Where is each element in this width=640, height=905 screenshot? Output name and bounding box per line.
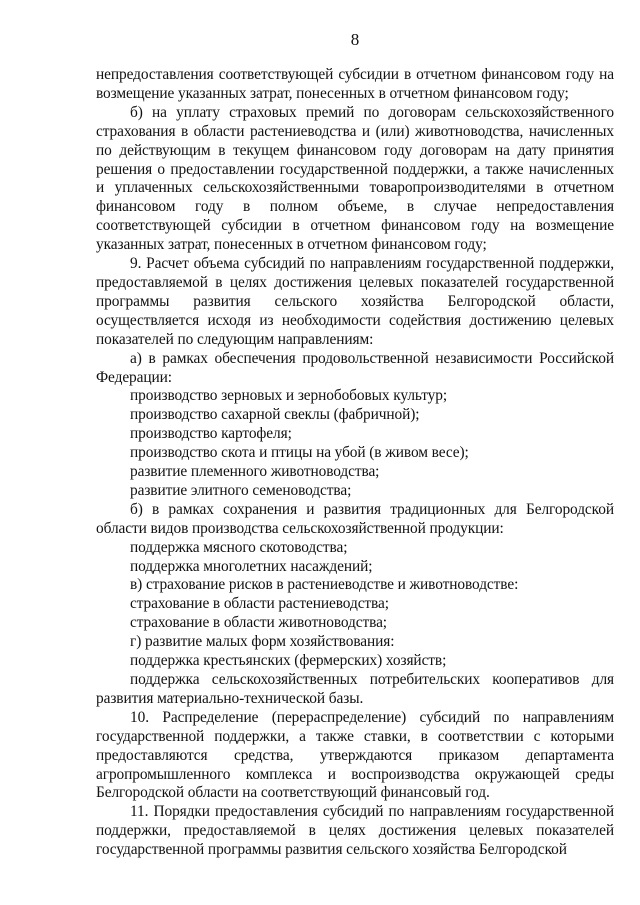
list-item: производство скота и птицы на убой (в живом весе); xyxy=(130,444,469,462)
list-item: производство зерновых и зернобобовых культур; xyxy=(130,387,448,405)
list-item: производство картофеля; xyxy=(130,425,292,443)
paragraph-b-traditional-production: б) в рамках сохранения и развития традиционных для Белгородской области видов производства сельскохозяйственной продукции: xyxy=(96,500,614,537)
list-item: развитие элитного семеноводства; xyxy=(130,481,352,499)
list-item: поддержка мясного скотоводства; xyxy=(130,538,348,556)
paragraph-a-food-independence: а) в рамках обеспечения продовольственной независимости Российской Федерации: xyxy=(96,349,614,386)
paragraph-continuation: непредоставления соответствующей субсидии в отчетном финансовом году на возмещение указанных затрат, понесенных в отчетном финансовом году; xyxy=(96,66,614,102)
list-item: поддержка сельскохозяйственных потребительских кооперативов для развития материально-технической базы. xyxy=(96,671,614,707)
paragraph-b-insurance-premiums: б) на уплату страховых премий по договорам сельскохозяйственного страхования в области растениеводства и (или) животноводства, начисленных по действующим в текущем финансовом году договорам на дату принятия решения о предоставлении государственной поддержки, а также начисленных и уплаченных сельскохозяйственными товаропроизводителями в отчетном финансовом году в полном объеме, в случае непредоставления соответствующей субсидии в отчетном финансовом году на возмещение указанных затрат, понесенных в отчетном финансовом году; xyxy=(96,103,614,254)
document-body xyxy=(96,66,614,860)
paragraph-g-small-farming: г) развитие малых форм хозяйствования: xyxy=(130,633,395,651)
list-item: страхование в области животноводства; xyxy=(130,614,387,632)
paragraph-11-procedures: 11. Порядки предоставления субсидий по направлениям государственной поддержки, предоставляемой в целях достижения целевых показателей государственной программы развития сельского хозяйства Белгородской xyxy=(96,803,614,859)
list-item: поддержка многолетних насаждений; xyxy=(130,557,373,575)
list-item: производство сахарной свеклы (фабричной); xyxy=(130,406,420,424)
list-item: страхование в области растениеводства; xyxy=(130,595,389,613)
paragraph-9-subsidy-calculation: 9. Расчет объема субсидий по направлениям государственной поддержки, предоставляемой в целях достижения целевых показателей государственной программы развития сельского хозяйства Белгородской области, осуществляется исходя из необходимости содействия достижению целевых показателей по следующим направлениям: xyxy=(96,255,614,348)
paragraph-v-risk-insurance: в) страхование рисков в растениеводстве и животноводстве: xyxy=(130,576,519,594)
document-page xyxy=(96,30,614,860)
page-number: 8 xyxy=(350,30,360,49)
list-item: поддержка крестьянских (фермерских) хозяйств; xyxy=(130,652,447,670)
list-item: развитие племенного животноводства; xyxy=(130,463,380,481)
paragraph-10-distribution: 10. Распределение (перераспределение) субсидий по направлениям государственной поддержки, а также ставки, в соответствии с которыми предоставляются средства, утверждаются приказом департамента агропромышленного комплекса и воспроизводства окружающей среды Белгородской области на соответствующий финансовый год. xyxy=(96,708,614,802)
